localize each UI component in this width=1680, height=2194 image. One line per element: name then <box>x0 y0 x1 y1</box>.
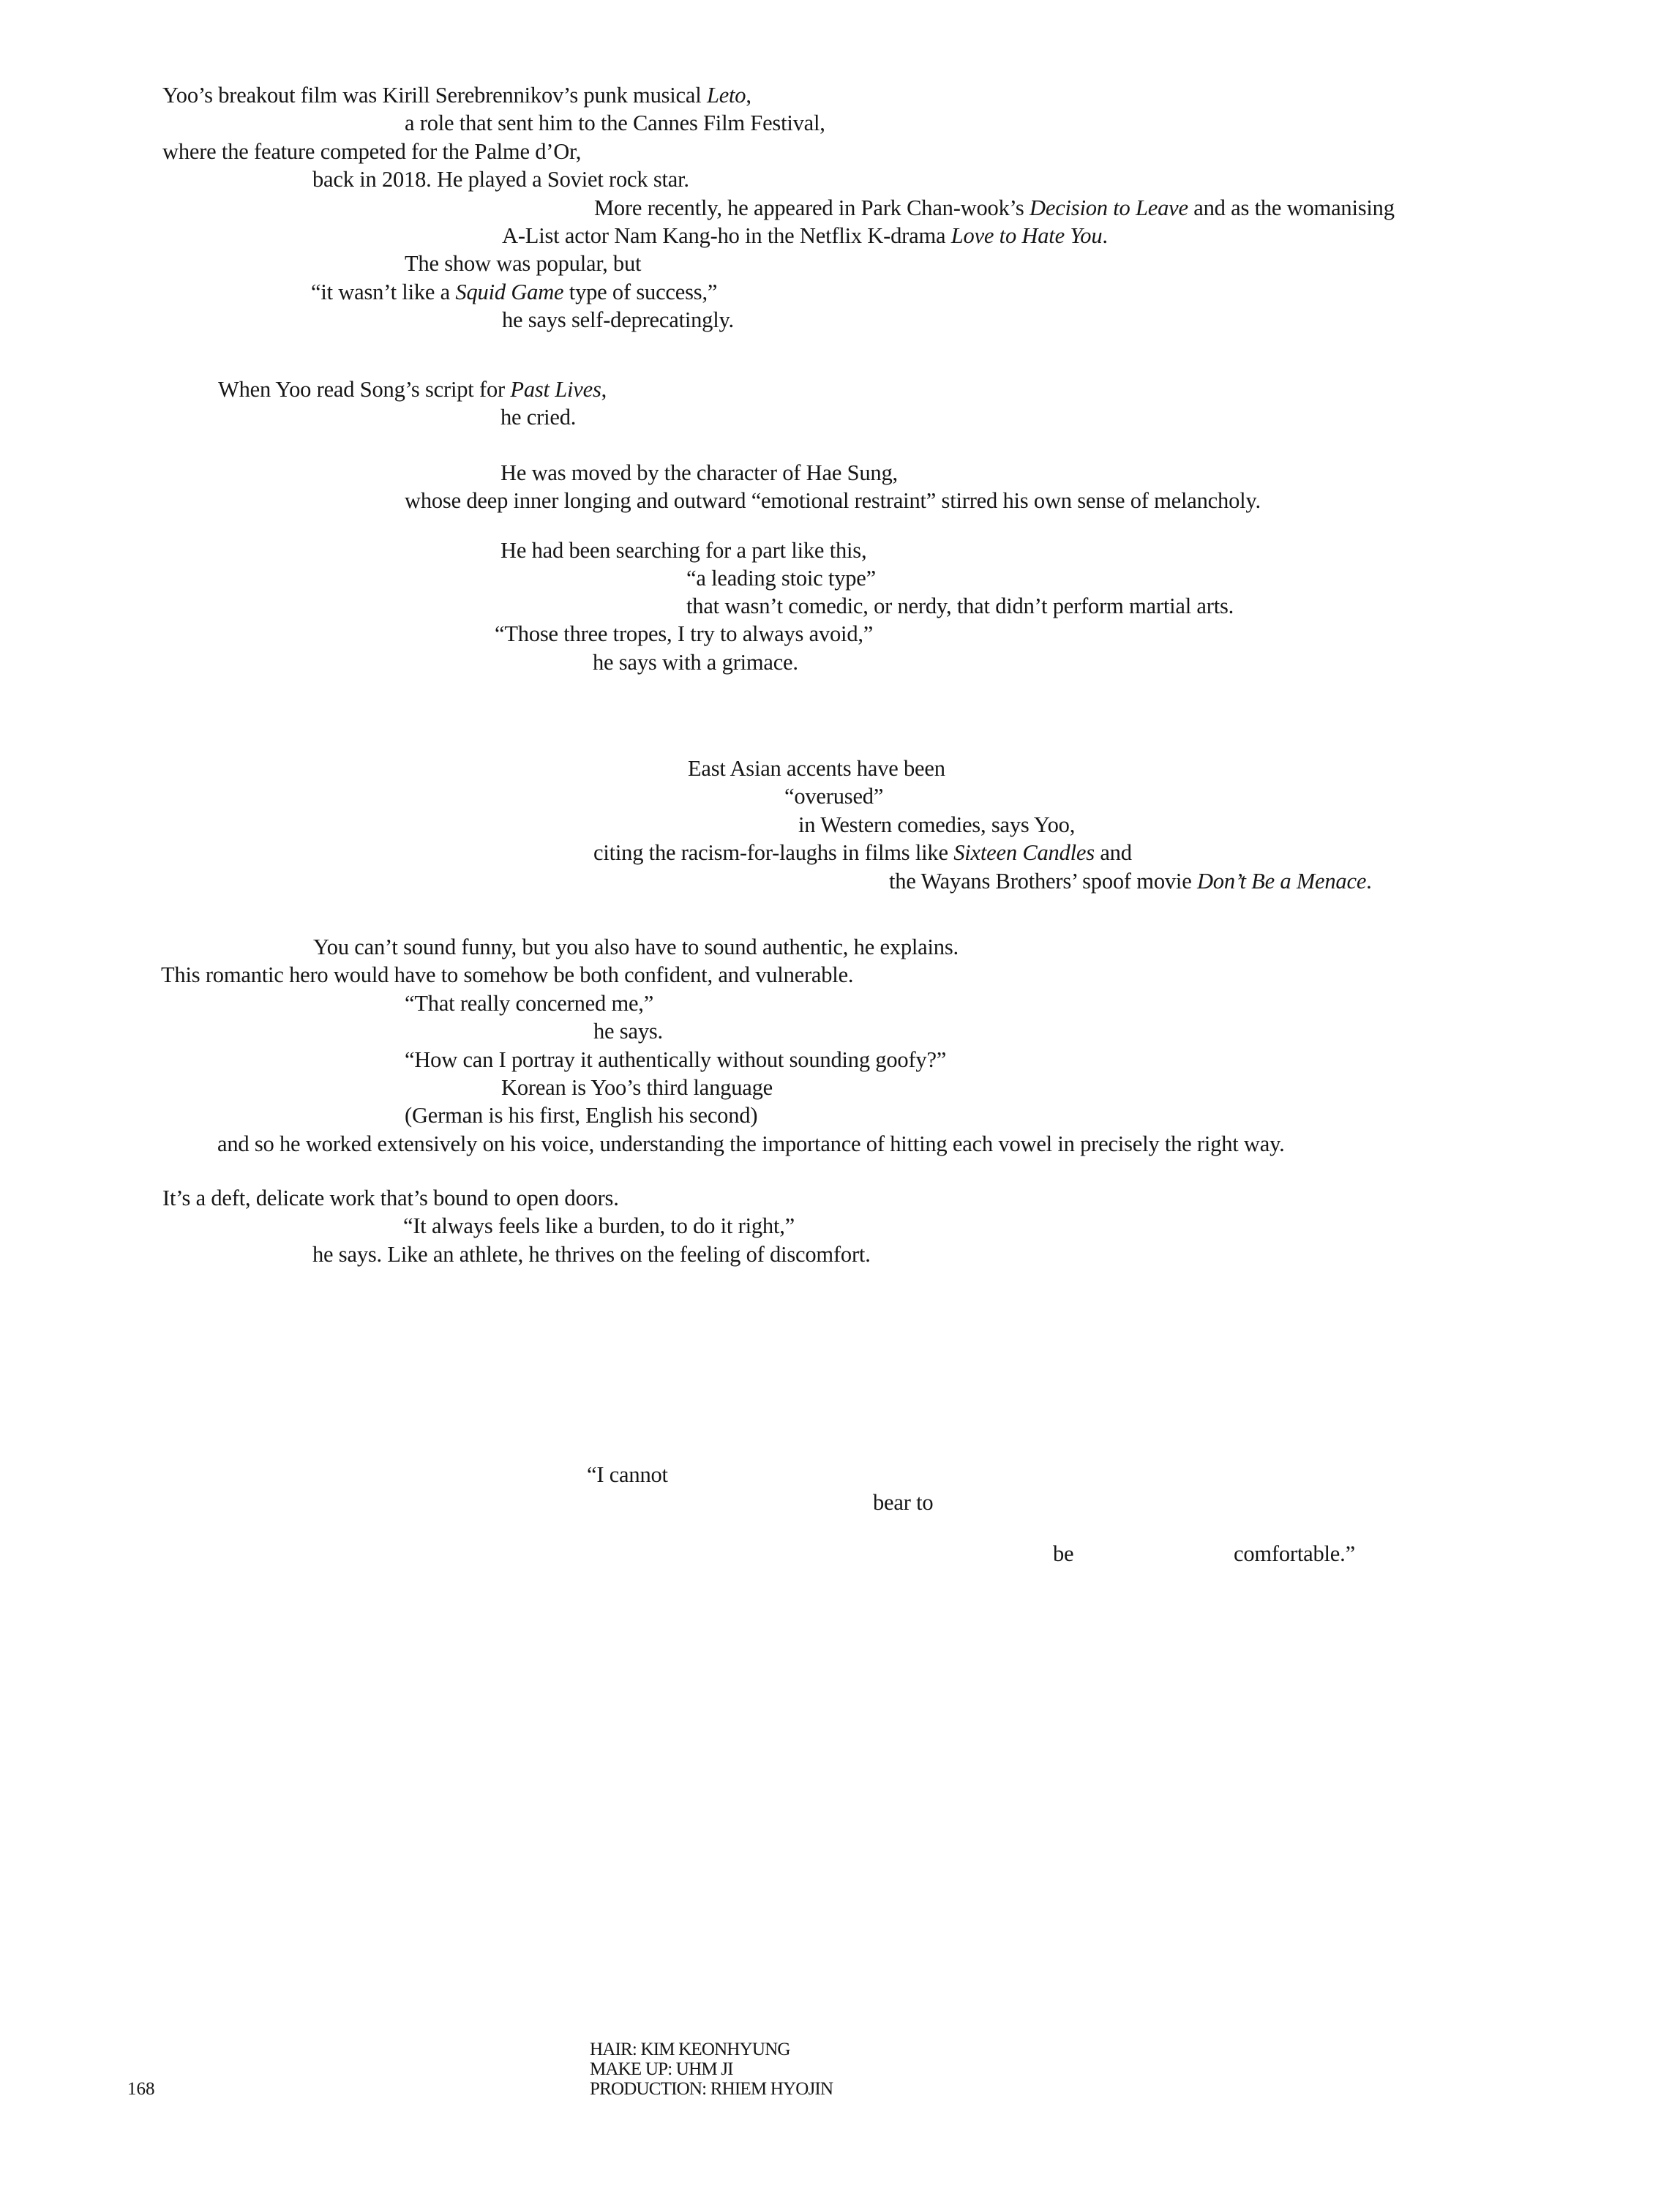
text-line-26 <box>593 1020 663 1043</box>
text-line-21 <box>593 842 1132 864</box>
credit-production: PRODUCTION: RHIEM HYOJIN <box>590 2079 833 2099</box>
text-line-36 <box>1053 1543 1073 1565</box>
text-segment: “That really concerned me,” <box>405 991 654 1016</box>
film-title-italic: Decision to Leave <box>1030 195 1188 220</box>
film-title-italic: Sixteen Candles <box>953 840 1095 865</box>
text-line-9 <box>218 378 607 401</box>
text-segment: , <box>746 83 751 108</box>
text-segment: type of success,” <box>563 280 718 304</box>
text-segment: (German is his first, English his second) <box>405 1103 758 1128</box>
credit-makeup: MAKE UP: UHM JI <box>590 2059 733 2079</box>
text-segment: bear to <box>873 1490 934 1515</box>
text-line-16 <box>495 623 873 645</box>
text-line-22 <box>889 870 1372 893</box>
text-segment: in Western comedies, says Yoo, <box>798 812 1076 837</box>
text-segment: back in 2018. He played a Soviet rock star. <box>312 167 689 192</box>
text-line-23 <box>313 936 959 959</box>
text-segment: he says self-deprecatingly. <box>502 307 734 332</box>
text-line-4 <box>594 197 1395 220</box>
text-segment: “It always feels like a burden, to do it right,” <box>403 1213 795 1238</box>
text-line-31 <box>162 1187 619 1210</box>
film-title-italic: Past Lives <box>510 377 601 402</box>
text-segment: and so he worked extensively on his voice, understanding the importance of hitting each vowel in precisely the right way. <box>217 1131 1285 1156</box>
text-segment: It’s a deft, delicate work that’s bound to open doors. <box>162 1186 619 1210</box>
text-line-24 <box>161 964 853 986</box>
text-segment: citing the racism-for-laughs in films like <box>593 840 954 865</box>
film-title-italic: Love to Hate You <box>950 223 1103 248</box>
text-segment: He was moved by the character of Hae Sung, <box>500 460 898 485</box>
film-title-italic: Don’t Be a Menace <box>1196 869 1367 894</box>
text-segment: When Yoo read Song’s script for <box>218 377 511 402</box>
text-segment: a role that sent him to the Cannes Film Festival, <box>405 111 825 135</box>
text-line-30 <box>217 1133 1285 1156</box>
text-segment: The show was popular, but <box>405 251 642 276</box>
text-segment: he says. Like an athlete, he thrives on the feeling of discomfort. <box>312 1242 871 1267</box>
text-segment: “overused” <box>784 784 884 809</box>
text-line-27 <box>405 1049 946 1071</box>
text-segment: “Those three tropes, I try to always avoid,” <box>495 621 874 646</box>
text-line-35 <box>873 1491 933 1514</box>
text-line-8 <box>502 309 734 332</box>
text-segment: be <box>1053 1541 1074 1566</box>
film-title-italic: Leto <box>706 83 746 108</box>
text-line-1 <box>405 112 825 135</box>
text-segment: comfortable.” <box>1234 1541 1355 1566</box>
text-line-5 <box>502 225 1108 247</box>
text-line-17 <box>593 651 798 674</box>
text-segment: “I cannot <box>587 1462 668 1487</box>
text-segment: “a leading stoic type” <box>686 566 876 591</box>
text-segment: “it wasn’t like a <box>311 280 456 304</box>
text-segment: Korean is Yoo’s third language <box>501 1075 773 1100</box>
text-segment: the Wayans Brothers’ spoof movie <box>889 869 1197 894</box>
text-segment: and as the womanising <box>1188 195 1395 220</box>
text-segment: and <box>1094 840 1132 865</box>
text-line-6 <box>405 252 641 275</box>
text-segment: , <box>601 377 607 402</box>
page-number: 168 <box>127 2079 155 2099</box>
text-segment: he cried. <box>500 405 577 430</box>
text-line-20 <box>798 814 1075 836</box>
film-title-italic: Squid Game <box>455 280 564 304</box>
text-segment: This romantic hero would have to somehow be both confident, and vulnerable. <box>161 962 854 987</box>
text-segment: he says with a grimace. <box>593 650 798 675</box>
text-segment: “How can I portray it authentically without sounding goofy?” <box>405 1047 947 1072</box>
text-line-10 <box>500 406 576 429</box>
text-line-25 <box>405 992 653 1015</box>
text-segment: More recently, he appeared in Park Chan-wook’s <box>594 195 1030 220</box>
text-line-11 <box>500 462 898 484</box>
text-line-19 <box>784 785 883 808</box>
text-line-2 <box>162 141 581 163</box>
text-segment: A-List actor Nam Kang-ho in the Netflix K-drama <box>502 223 951 248</box>
text-line-15 <box>686 595 1234 618</box>
text-line-13 <box>500 539 866 562</box>
text-segment: You can’t sound funny, but you also have to sound authentic, he explains. <box>313 935 959 959</box>
text-segment: . <box>1102 223 1108 248</box>
text-segment: that wasn’t comedic, or nerdy, that didn’t perform martial arts. <box>686 594 1234 618</box>
text-segment: Yoo’s breakout film was Kirill Serebrennikov’s punk musical <box>162 83 707 108</box>
credit-hair: HAIR: KIM KEONHYUNG <box>590 2040 790 2059</box>
text-line-34 <box>587 1464 668 1486</box>
text-line-7 <box>311 281 717 304</box>
text-line-37 <box>1234 1543 1355 1565</box>
text-line-28 <box>501 1077 773 1099</box>
text-segment: He had been searching for a part like this, <box>500 538 867 563</box>
text-line-3 <box>312 168 689 191</box>
text-segment: where the feature competed for the Palme d’Or, <box>162 139 582 164</box>
text-line-18 <box>688 757 945 780</box>
text-segment: . <box>1366 869 1372 894</box>
text-line-32 <box>403 1215 795 1238</box>
text-line-29 <box>405 1104 757 1127</box>
text-segment: he says. <box>593 1019 663 1044</box>
text-line-33 <box>312 1243 871 1266</box>
text-line-12 <box>405 490 1261 512</box>
text-line-0 <box>162 84 751 107</box>
text-line-14 <box>686 567 876 590</box>
text-segment: East Asian accents have been <box>688 756 945 781</box>
text-segment: whose deep inner longing and outward “emotional restraint” stirred his own sense of melancholy. <box>405 488 1261 513</box>
